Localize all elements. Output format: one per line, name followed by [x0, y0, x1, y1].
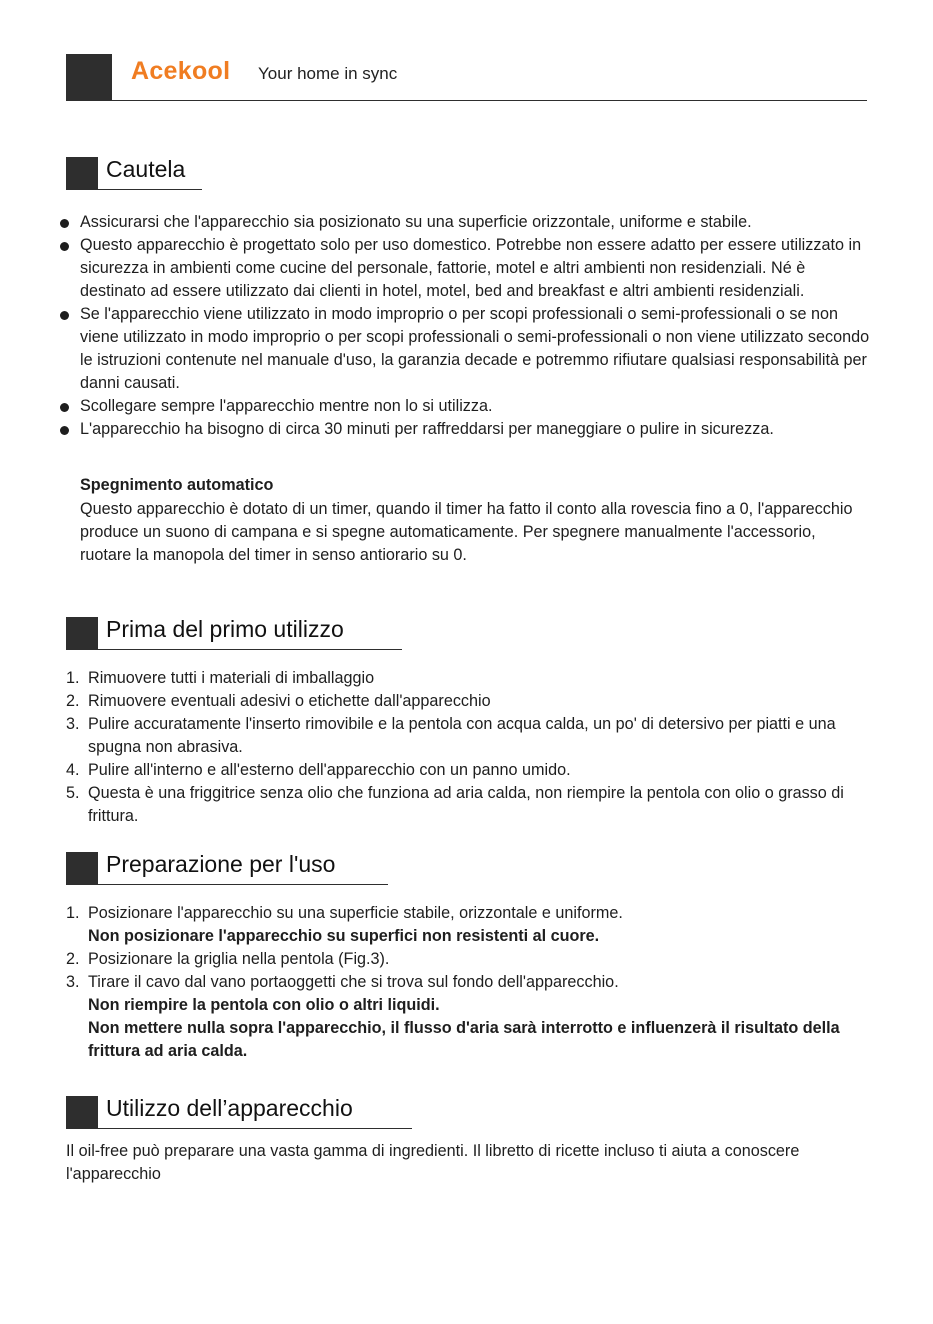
bullet-icon — [60, 242, 69, 251]
usage-text: Il oil-free può preparare una vasta gamma di ingredienti. Il libretto di ricette incluso ti aiuta a conoscere l'apparecchio — [66, 1142, 800, 1183]
section-title-usage: Utilizzo dell’apparecchio — [66, 1096, 412, 1129]
list-item: Scollegare sempre l'apparecchio mentre non lo si utilizza. — [56, 395, 871, 418]
section-title-before-first-use: Prima del primo utilizzo — [66, 617, 402, 650]
list-item: 1. Posizionare l'apparecchio su una superficie stabile, orizzontale e uniforme. Non posizionare l'apparecchio su superfici non resistenti al cuore. — [66, 902, 856, 948]
brand-logo: Acekool — [131, 57, 231, 85]
section-marker — [66, 852, 98, 884]
list-item: Assicurarsi che l'apparecchio sia posizionato su una superficie orizzontale, uniforme e stabile. — [56, 211, 871, 234]
section-marker — [66, 617, 98, 649]
list-item: 1. Rimuovere tutti i materiali di imballaggio — [66, 669, 375, 687]
list-item: 2. Rimuovere eventuali adesivi o etichette dall'apparecchio — [66, 692, 491, 710]
warning-note: Non mettere nulla sopra l'apparecchio, il flusso d'aria sarà interrotto e influenzerà il risultato della frittura ad aria calda. — [88, 1019, 840, 1060]
before-first-use-steps — [66, 667, 866, 828]
header-divider — [112, 100, 867, 101]
auto-off-text: Questo apparecchio è dotato di un timer, quando il timer ha fatto il conto alla rovescia fino a 0, l'apparecchio produce un suono di campana e si spegne automaticamente. Per spegnere manualmente l'accessorio, ruotare la manopola del timer in senso antiorario su 0. — [80, 500, 853, 564]
bullet-icon — [60, 403, 69, 412]
list-item: Se l'apparecchio viene utilizzato in modo improprio o per scopi professionali o semi-professionali o se non viene utilizzato in modo improprio o per scopi professionali o semi-professionali o non viene utilizzato secondo le istruzioni contenute nel manuale d'uso, la garanzia decade e potremmo rifiutare qualsiasi responsabilità per danni causati. — [56, 303, 871, 395]
warning-note: Non riempire la pentola con olio o altri liquidi. — [88, 996, 440, 1014]
header-accent-block — [66, 54, 112, 101]
auto-off-heading: Spegnimento automatico — [80, 476, 274, 494]
brand-tagline: Your home in sync — [258, 64, 398, 83]
caution-list — [56, 211, 871, 441]
list-item: L'apparecchio ha bisogno di circa 30 minuti per raffreddarsi per maneggiare o pulire in sicurezza. — [56, 418, 871, 441]
list-item: 3. Pulire accuratamente l'inserto rimovibile e la pentola con acqua calda, un po' di detersivo per piatti e una spugna non abrasiva. — [66, 715, 836, 756]
bullet-icon — [60, 219, 69, 228]
section-marker — [66, 157, 98, 189]
list-item: 3. Tirare il cavo dal vano portaoggetti che si trova sul fondo dell'apparecchio. Non riempire la pentola con olio o altri liquidi. Non mettere nulla sopra l'apparecchio, il flusso d'aria sarà interrotto e influenzerà il risultato della frittura ad aria calda. — [66, 971, 856, 1063]
section-title-preparation: Preparazione per l'uso — [66, 852, 388, 885]
list-item: 4. Pulire all'interno e all'esterno dell'apparecchio con un panno umido. — [66, 761, 571, 779]
section-marker — [66, 1096, 98, 1128]
warning-note: Non posizionare l'apparecchio su superfici non resistenti al cuore. — [88, 927, 600, 945]
bullet-icon — [60, 426, 69, 435]
list-item: 2. Posizionare la griglia nella pentola (Fig.3). — [66, 950, 390, 968]
list-item: Questo apparecchio è progettato solo per uso domestico. Potrebbe non essere adatto per essere utilizzato in sicurezza in ambienti come cucine del personale, fattorie, motel e altri ambienti non residenziali. Né è destinato ad essere utilizzato dai clienti in hotel, motel, bed and breakfast e altri ambienti residenziali. — [56, 234, 871, 303]
list-item: 5. Questa è una friggitrice senza olio che funziona ad aria calda, non riempire la pentola con olio o grasso di frittura. — [66, 784, 844, 825]
preparation-steps — [66, 902, 856, 1063]
bullet-icon — [60, 311, 69, 320]
section-title-caution: Cautela — [66, 157, 202, 190]
